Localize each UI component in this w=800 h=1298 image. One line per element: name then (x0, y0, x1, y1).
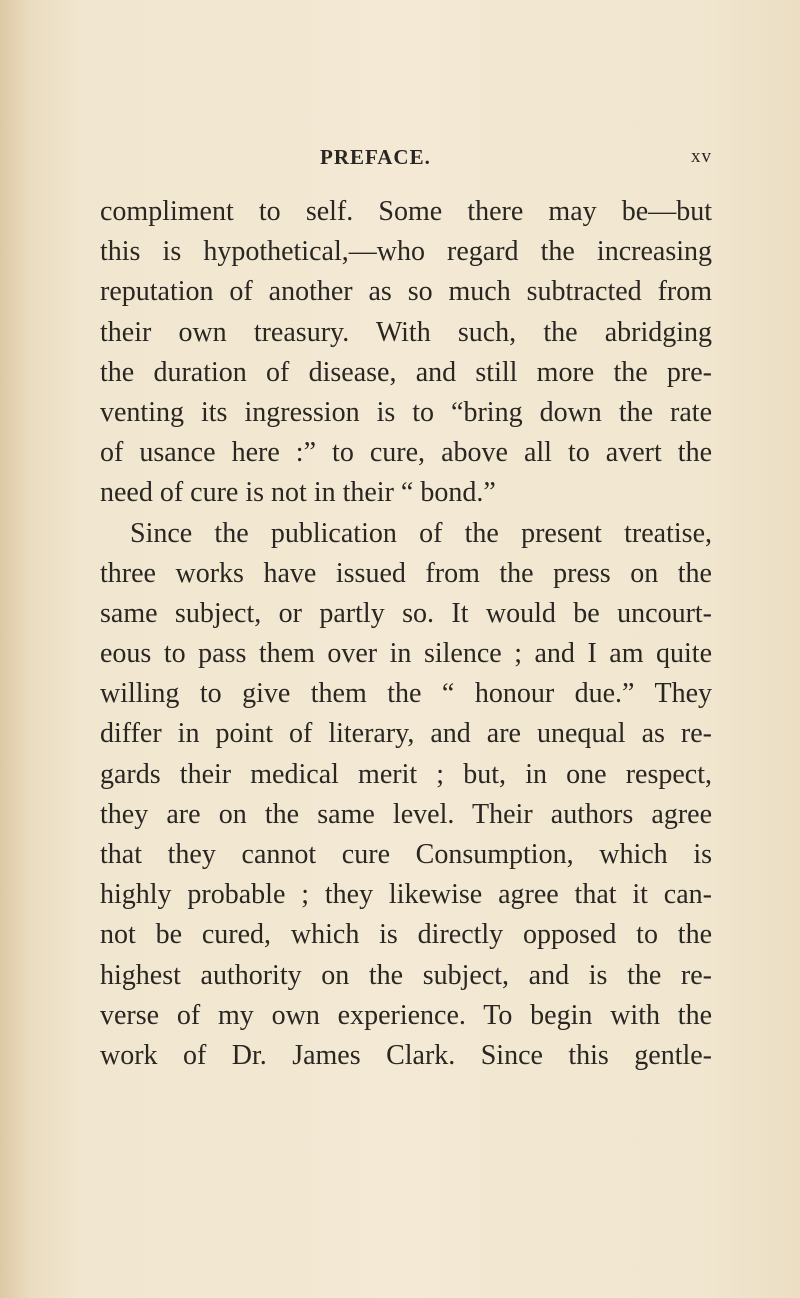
text-line: reputation of another as so much subtracted from (100, 276, 712, 308)
running-head (100, 142, 712, 172)
text-line: eous to pass them over in silence ; and I am quite (100, 638, 712, 670)
text-line: the duration of disease, and still more the pre- (100, 356, 712, 388)
page-number: xv (691, 146, 712, 167)
text-line: they are on the same level. Their authors agree (100, 798, 712, 830)
running-title: PREFACE. (320, 145, 431, 169)
text-line: compliment to self. Some there may be—but (100, 196, 712, 227)
text-line: work of Dr. James Clark. Since this gentle- (100, 1039, 712, 1071)
text-line: their own treasury. With such, the abridging (100, 316, 712, 348)
text-line: need of cure is not in their “ bond.” (100, 477, 496, 509)
text-line: that they cannot cure Consumption, which is (100, 839, 712, 870)
text-line: differ in point of literary, and are unequal as re- (100, 718, 712, 750)
text-line: same subject, or partly so. It would be uncourt- (100, 597, 712, 629)
text-line: not be cured, which is directly opposed to the (100, 919, 712, 951)
text-line: of usance here :” to cure, above all to avert the (100, 437, 712, 469)
text-line: highest authority on the subject, and is the re- (100, 959, 712, 991)
text-line: three works have issued from the press on the (100, 557, 712, 589)
text-line: gards their medical merit ; but, in one respect, (100, 758, 712, 790)
text-line: highly probable ; they likewise agree that it can- (100, 879, 712, 911)
text-line: willing to give them the “ honour due.” They (100, 678, 712, 710)
text-line: verse of my own experience. To begin with the (100, 999, 712, 1031)
body-text (100, 192, 712, 1076)
text-line: this is hypothetical,—who regard the increasing (100, 236, 712, 268)
text-line: Since the publication of the present treatise, (130, 517, 712, 549)
text-line: venting its ingression is to “bring down the rate (100, 396, 712, 428)
